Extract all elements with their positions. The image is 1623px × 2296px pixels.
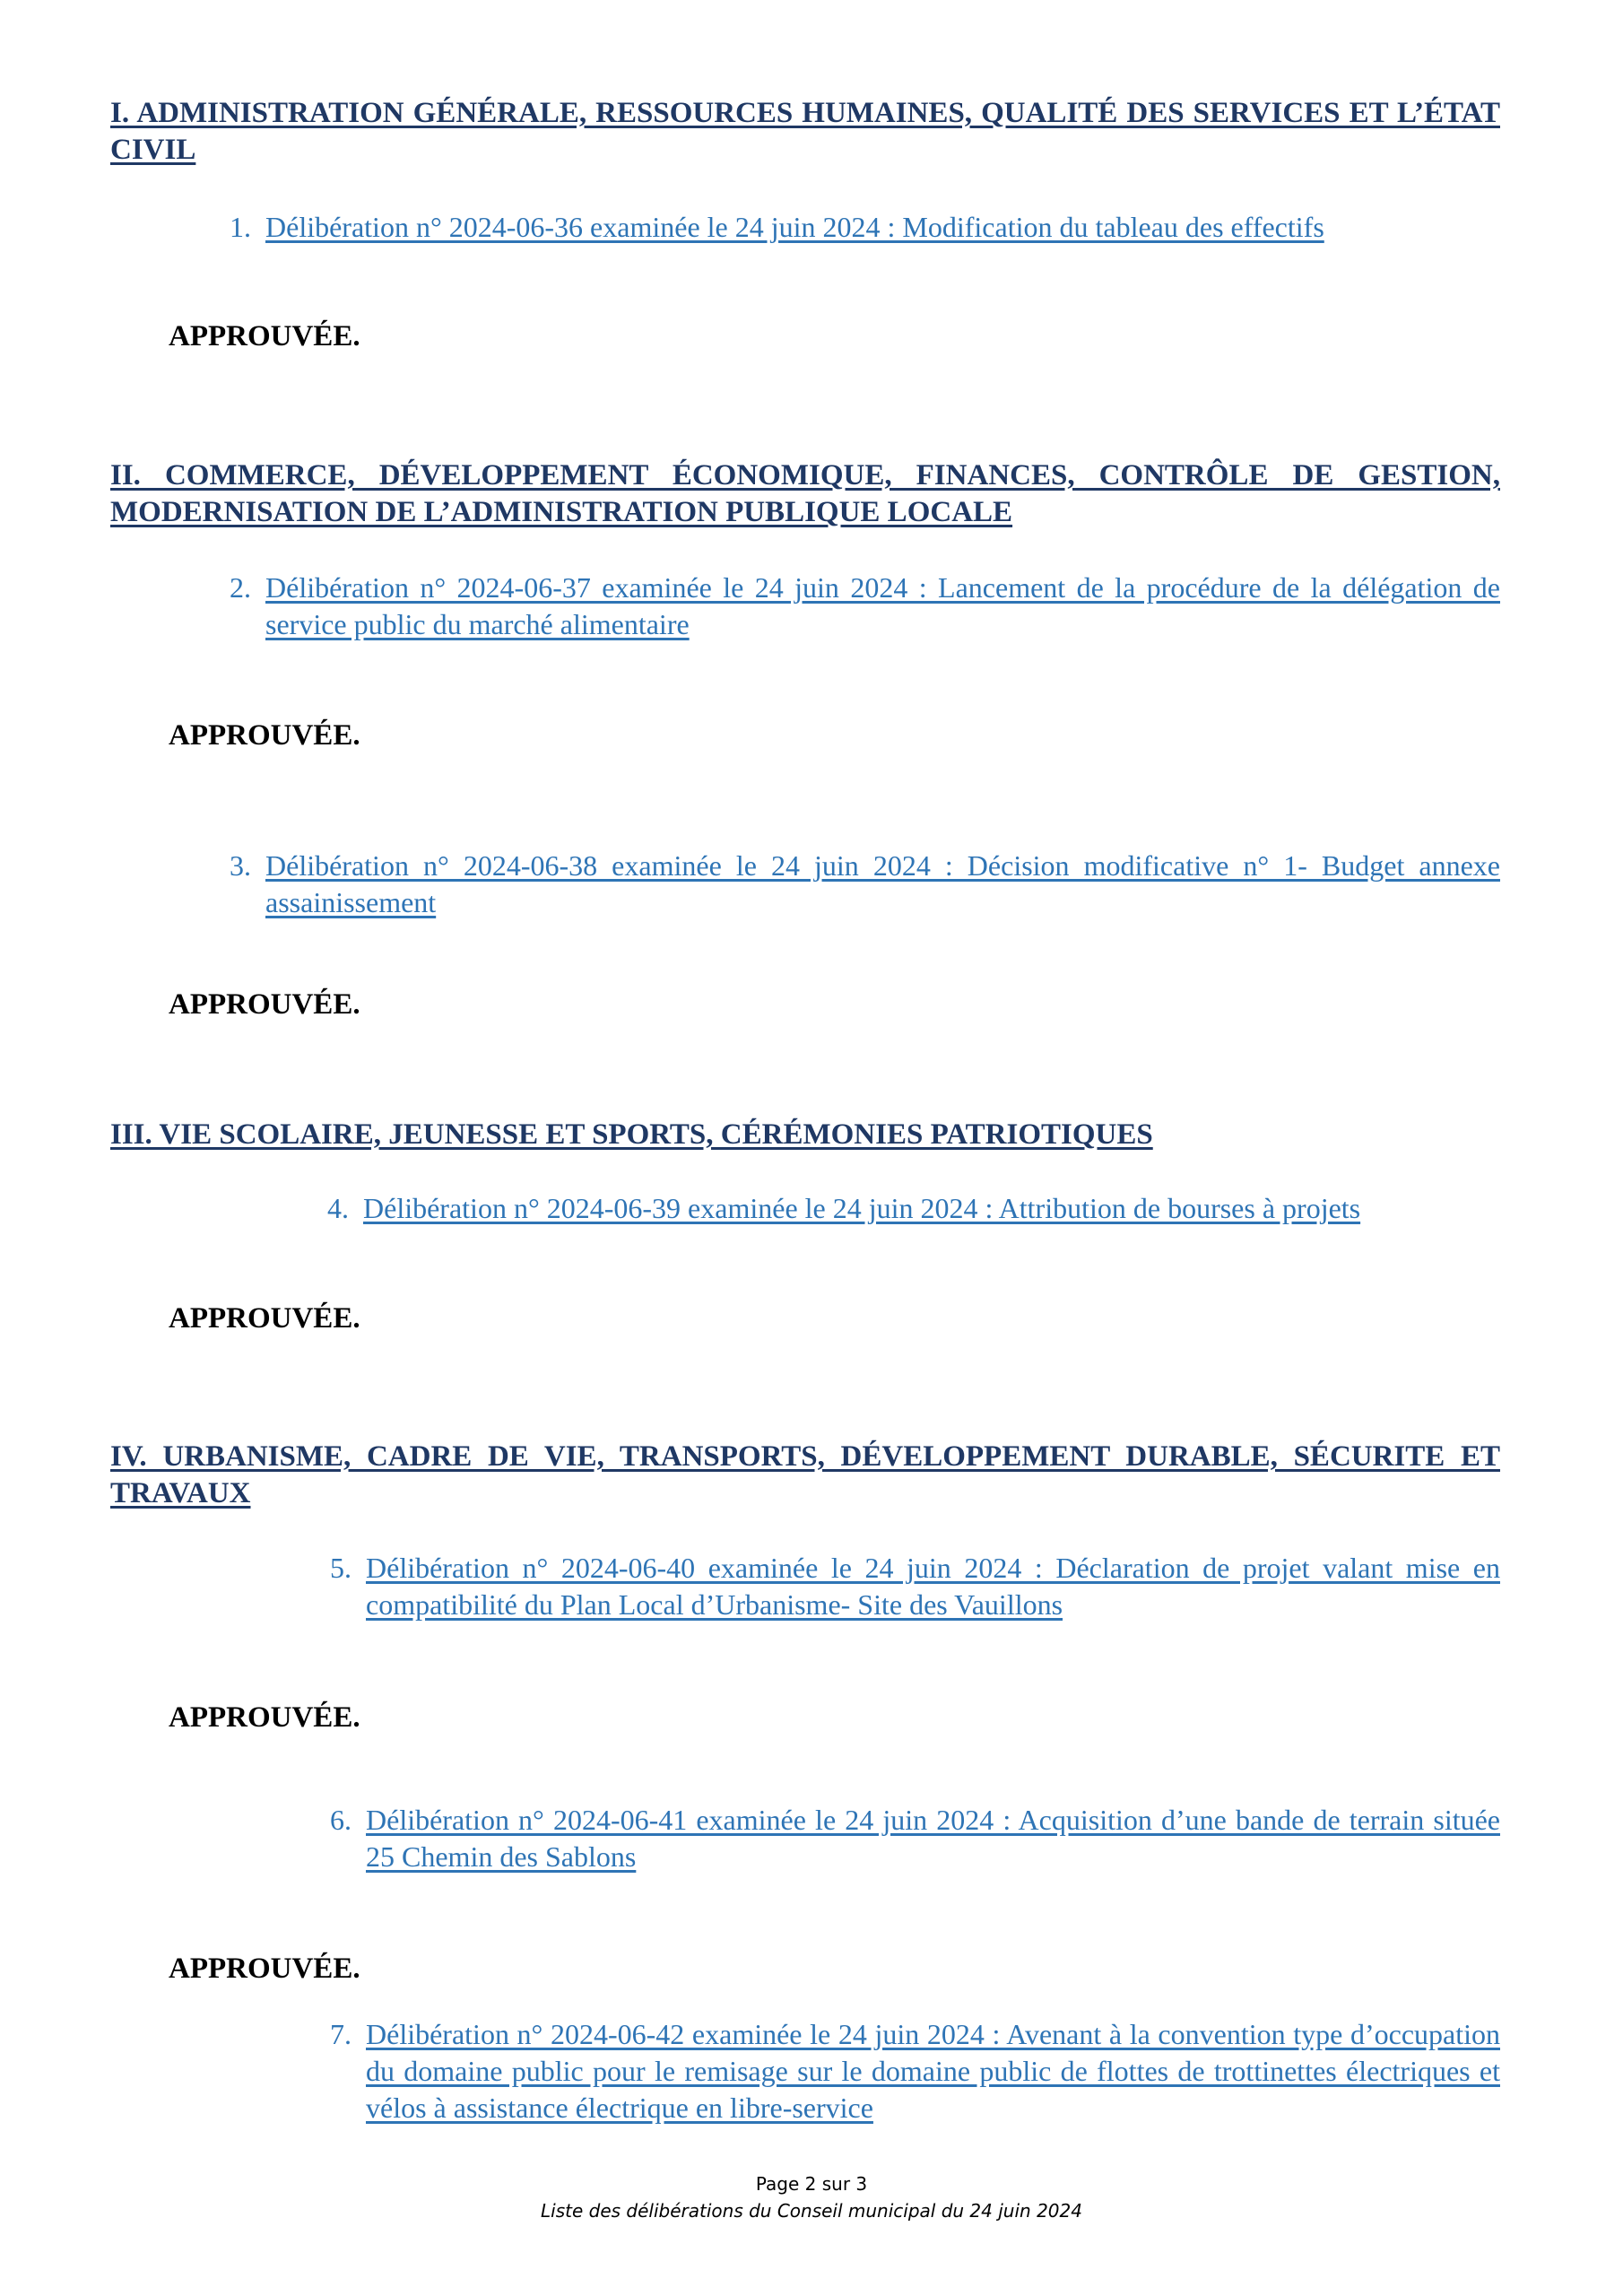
deliberation-link-7[interactable]: Délibération n° 2024-06-42 examinée le 24 juin 2024 : Avenant à la convention type d’occupation du domaine public pour le remisage sur le domaine public de flottes de trottinettes électriques et vélos à assistance électrique en libre-service [366,2018,1500,2124]
item-number: 3. [230,849,251,882]
item-number: 5. [330,1552,352,1584]
item-number: 4. [327,1192,349,1224]
deliberation-link-5[interactable]: Délibération n° 2024-06-40 examinée le 24 juin 2024 : Déclaration de projet valant mise en compatibilité du Plan Local d’Urbanisme- Site des Vauillons [366,1552,1500,1621]
section-heading-2: II. COMMERCE, DÉVELOPPEMENT ÉCONOMIQUE, FINANCES, CONTRÔLE DE GESTION, MODERNISATION DE L’ADMINISTRATION PUBLIQUE LOCALE [110,459,1500,528]
page-number: Page 2 sur 3 [755,2173,868,2195]
status-approved: APPROUVÉE. [169,1701,360,1734]
item-number: 2. [230,571,251,604]
list-item [330,1550,1500,1623]
item-number: 1. [230,211,251,243]
list-item [330,1802,1500,1875]
status-approved: APPROUVÉE. [169,719,360,752]
section-heading-4: IV. URBANISME, CADRE DE VIE, TRANSPORTS, DÉVELOPPEMENT DURABLE, SÉCURITE ET TRAVAUX [110,1440,1500,1509]
deliberation-link-3[interactable]: Délibération n° 2024-06-38 examinée le 24 juin 2024 : Décision modificative n° 1- Budget annexe assainissement [265,849,1500,918]
status-approved: APPROUVÉE. [169,988,360,1021]
item-number: 7. [330,2018,352,2050]
footer-caption: Liste des délibérations du Conseil municipal du 24 juin 2024 [541,2200,1082,2222]
deliberation-link-6[interactable]: Délibération n° 2024-06-41 examinée le 24 juin 2024 : Acquisition d’une bande de terrain située 25 Chemin des Sablons [366,1804,1500,1873]
deliberation-link-2[interactable]: Délibération n° 2024-06-37 examinée le 24 juin 2024 : Lancement de la procédure de la délégation de service public du marché alimentaire [265,571,1500,640]
list-item [230,209,1503,246]
list-item [330,2016,1500,2126]
status-approved: APPROUVÉE. [169,320,360,352]
status-approved: APPROUVÉE. [169,1302,360,1335]
deliberation-link-1[interactable]: Délibération n° 2024-06-36 examinée le 24 juin 2024 : Modification du tableau des effectifs [265,211,1324,243]
list-item [230,570,1500,643]
section-heading-1: I. ADMINISTRATION GÉNÉRALE, RESSOURCES HUMAINES, QUALITÉ DES SERVICES ET L’ÉTAT CIVIL [110,97,1500,166]
deliberation-link-4[interactable]: Délibération n° 2024-06-39 examinée le 24 juin 2024 : Attribution de bourses à projets [363,1192,1361,1224]
list-item [230,848,1500,921]
list-item [327,1190,1502,1227]
status-approved: APPROUVÉE. [169,1952,360,1985]
item-number: 6. [330,1804,352,1836]
section-heading-3: III. VIE SCOLAIRE, JEUNESSE ET SPORTS, CÉRÉMONIES PATRIOTIQUES [110,1118,1153,1151]
